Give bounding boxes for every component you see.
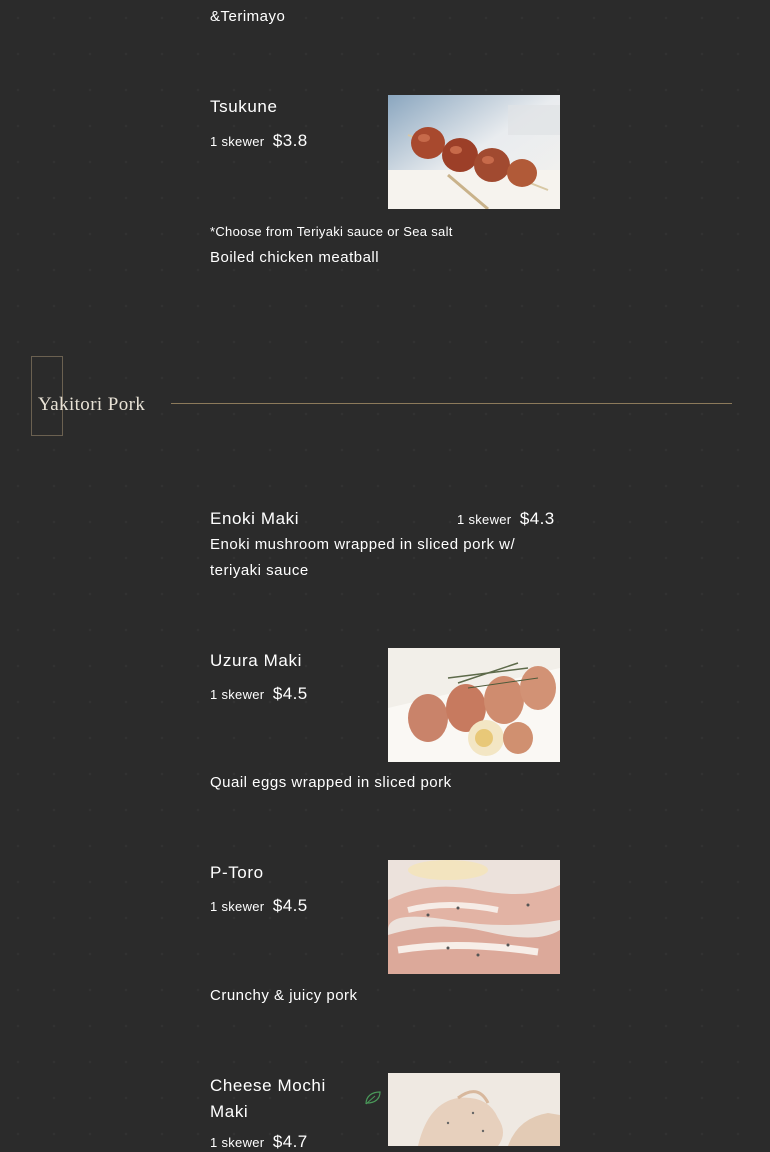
item-name: Cheese Mochi Maki bbox=[210, 1076, 326, 1121]
tsukune-photo[interactable] bbox=[388, 95, 560, 209]
item-description: Quail eggs wrapped in sliced pork bbox=[210, 774, 452, 791]
price-row bbox=[210, 1132, 308, 1152]
item-description: Enoki mushroom wrapped in sliced pork w/ teriyaki sauce bbox=[210, 536, 516, 579]
ptoro-photo[interactable] bbox=[388, 860, 560, 974]
section-title: Yakitori Pork bbox=[38, 394, 146, 415]
item-name: Tsukune bbox=[210, 97, 278, 116]
item-name: P-Toro bbox=[210, 863, 264, 882]
item-description: Crunchy & juicy pork bbox=[210, 987, 358, 1004]
item-note: *Choose from Teriyaki sauce or Sea salt bbox=[210, 224, 453, 239]
price-row bbox=[210, 896, 308, 916]
item-price: $4.7 bbox=[272, 1132, 308, 1151]
item-unit: 1 skewer bbox=[210, 134, 265, 149]
item-unit: 1 skewer bbox=[210, 1135, 265, 1150]
item-price: $4.5 bbox=[272, 896, 308, 915]
item-name: Uzura Maki bbox=[210, 651, 302, 670]
item-unit: 1 skewer bbox=[210, 899, 265, 914]
uzura-photo[interactable] bbox=[388, 648, 560, 762]
item-price: $4.3 bbox=[519, 509, 555, 528]
price-row bbox=[210, 684, 308, 704]
cheese-mochi-photo[interactable] bbox=[388, 1073, 560, 1146]
item-name: Enoki Maki bbox=[210, 509, 300, 528]
item-unit: 1 skewer bbox=[457, 512, 512, 527]
item-unit: 1 skewer bbox=[210, 687, 265, 702]
item-description: Boiled chicken meatball bbox=[210, 249, 380, 266]
leaf-icon bbox=[364, 1090, 382, 1106]
item-price: $4.5 bbox=[272, 684, 308, 703]
previous-item-description: &Terimayo bbox=[210, 8, 286, 25]
item-price: $3.8 bbox=[272, 131, 308, 150]
section-divider bbox=[171, 403, 732, 404]
price-row bbox=[457, 509, 555, 529]
menu-item-tsukune bbox=[210, 94, 278, 120]
price-row bbox=[210, 131, 308, 151]
